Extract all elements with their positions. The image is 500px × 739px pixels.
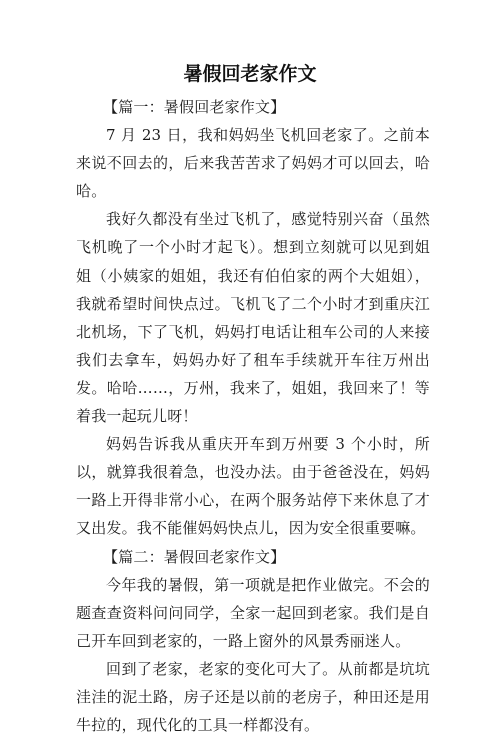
paragraph: 回到了老家，老家的变化可大了。从前都是坑坑洼洼的泥土路，房子还是以前的老房子，种田还是用牛拉的，现代化的工具一样都没有。 — [76, 659, 430, 735]
paragraph: 妈妈告诉我从重庆开车到万州要 3 个小时，所以，就算我很着急，也没办法。由于爸爸没在，妈妈一路上开得非常小心，在两个服务站停下来休息了才又出发。我不能催妈妈快点儿，因为安全很重要嘛。 — [76, 435, 430, 538]
paragraph: 7 月 23 日，我和妈妈坐飞机回老家了。之前本来说不回去的，后来我苦苦求了妈妈才可以回去，哈哈。 — [76, 126, 430, 201]
paragraph: 今年我的暑假，第一项就是把作业做完。不会的题查查资料问问同学，全家一起回到老家。我们是自己开车回到老家的，一路上窗外的风景秀丽迷人。 — [76, 575, 430, 650]
section-heading-2: 【篇二：暑假回老家作文】 — [103, 547, 286, 566]
paragraph: 我好久都没有坐过飞机了，感觉特别兴奋（虽然飞机晚了一个小时才起飞）。想到立刻就可以见到姐姐（小姨家的姐姐，我还有伯伯家的两个大姐姐），我就希望时间快点过。飞机飞了二个小时才到重庆江北机场，下了飞机，妈妈打电话让租车公司的人来接我们去拿车，妈妈办好了租车手续就开车往万州出发。哈哈……，万州，我来了，姐姐，我回来了！等着我一起玩儿呀！ — [76, 210, 430, 426]
document-title: 暑假回老家作文 — [183, 63, 317, 85]
document-body — [76, 93, 430, 739]
section-heading-1: 【篇一：暑假回老家作文】 — [103, 98, 286, 116]
